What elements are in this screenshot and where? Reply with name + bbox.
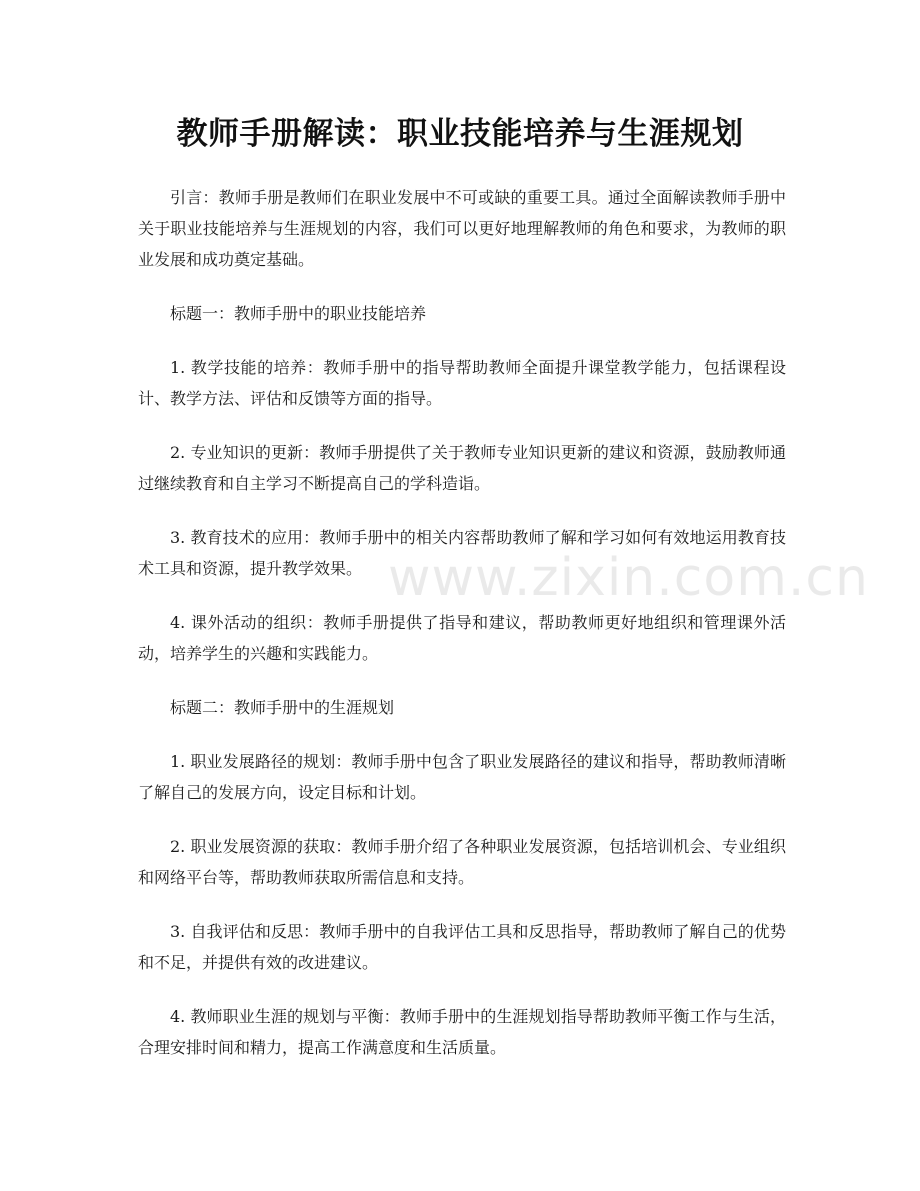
list-item: 3. 自我评估和反思：教师手册中的自我评估工具和反思指导，帮助教师了解自己的优势和不足，并提供有效的改进建议。 <box>138 922 786 972</box>
intro-paragraph: 引言：教师手册是教师们在职业发展中不可或缺的重要工具。通过全面解读教师手册中关于职业技能培养与生涯规划的内容，我们可以更好地理解教师的角色和要求，为教师的职业发展和成功奠定基础。 <box>138 188 786 269</box>
document-body <box>138 182 786 1086</box>
watermark-text: www.zixin.com.cn <box>388 548 869 608</box>
list-item: 1. 职业发展路径的规划：教师手册中包含了职业发展路径的建议和指导，帮助教师清晰了解自己的发展方向，设定目标和计划。 <box>138 752 786 802</box>
list-item: 2. 职业发展资源的获取：教师手册介绍了各种职业发展资源，包括培训机会、专业组织和网络平台等，帮助教师获取所需信息和支持。 <box>138 837 786 887</box>
document-title: 教师手册解读：职业技能培养与生涯规划 <box>176 116 744 152</box>
list-item: 2. 专业知识的更新：教师手册提供了关于教师专业知识更新的建议和资源，鼓励教师通过继续教育和自主学习不断提高自己的学科造诣。 <box>138 443 786 493</box>
section-heading-skills: 标题一：教师手册中的职业技能培养 <box>170 304 427 323</box>
list-item: 4. 课外活动的组织：教师手册提供了指导和建议，帮助教师更好地组织和管理课外活动，培养学生的兴趣和实践能力。 <box>138 613 786 663</box>
list-item: 3. 教育技术的应用：教师手册中的相关内容帮助教师了解和学习如何有效地运用教育技术工具和资源，提升教学效果。 <box>138 528 786 578</box>
list-item: 1. 教学技能的培养：教师手册中的指导帮助教师全面提升课堂教学能力，包括课程设计、教学方法、评估和反馈等方面的指导。 <box>138 358 786 408</box>
section-heading-career: 标题二：教师手册中的生涯规划 <box>170 698 395 717</box>
list-item: 4. 教师职业生涯的规划与平衡：教师手册中的生涯规划指导帮助教师平衡工作与生活，合理安排时间和精力，提高工作满意度和生活质量。 <box>138 1007 786 1057</box>
